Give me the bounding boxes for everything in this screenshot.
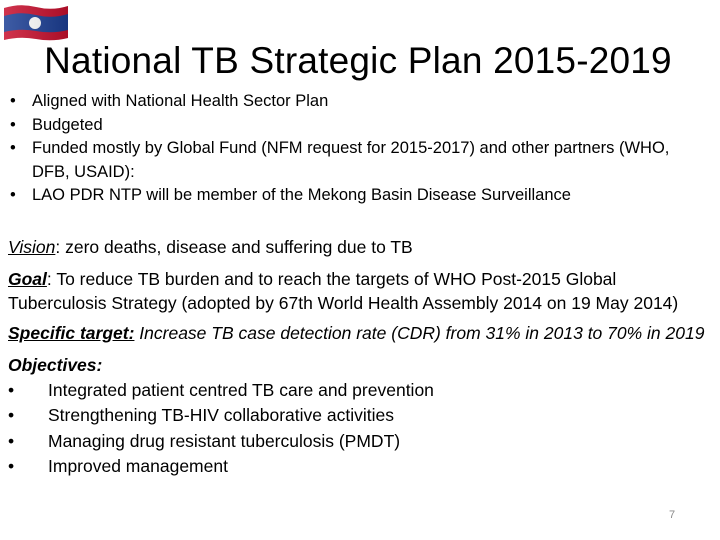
list-item xyxy=(8,403,708,428)
list-item xyxy=(10,184,710,208)
objectives-heading: Objectives: xyxy=(8,355,103,375)
bullet-marker: • xyxy=(10,115,16,134)
vision-statement xyxy=(8,236,714,260)
list-item xyxy=(10,137,710,184)
summary-bullet-list xyxy=(10,90,710,208)
bullet-marker: • xyxy=(8,430,15,451)
bullet-text: LAO PDR NTP will be member of the Mekong Basin Disease Surveillance xyxy=(32,186,571,204)
bullet-marker: • xyxy=(8,455,15,476)
specific-target-text: Increase TB case detection rate (CDR) from 31% in 2013 to 70% in 2019 xyxy=(134,323,705,343)
laos-flag-icon xyxy=(2,2,70,44)
bullet-text: Funded mostly by Global Fund (NFM request for 2015-2017) and other partners (WHO, DFB, USAID): xyxy=(32,139,670,181)
objective-text: Integrated patient centred TB care and prevention xyxy=(48,380,434,400)
vision-text: : zero deaths, disease and suffering due to TB xyxy=(55,237,413,257)
specific-target-statement xyxy=(8,322,714,346)
bullet-marker: • xyxy=(10,139,16,157)
goal-text: : To reduce TB burden and to reach the targets of WHO Post-2015 Global Tuberculosis Strategy (adopted by 67th World Health Assembly 2014 on 19 May 2014) xyxy=(8,269,679,313)
specific-target-label: Specific target: xyxy=(8,323,135,343)
objective-text: Managing drug resistant tuberculosis (PMDT) xyxy=(48,430,401,451)
page-title: National TB Strategic Plan 2015-2019 xyxy=(44,40,672,81)
list-item xyxy=(10,90,710,114)
list-item xyxy=(8,454,708,479)
bullet-marker: • xyxy=(8,405,15,426)
objective-text: Strengthening TB-HIV collaborative activities xyxy=(48,405,394,426)
bullet-marker: • xyxy=(8,380,15,400)
list-item xyxy=(8,429,708,454)
goal-label: Goal xyxy=(8,269,47,289)
vision-label: Vision xyxy=(8,237,56,257)
slide-number: 7 xyxy=(669,509,676,521)
objectives-list xyxy=(8,378,708,479)
bullet-marker: • xyxy=(10,92,16,110)
objective-text: Improved management xyxy=(48,455,228,476)
list-item xyxy=(10,114,710,138)
bullet-marker: • xyxy=(10,186,16,204)
goal-statement xyxy=(8,268,714,315)
list-item xyxy=(8,378,708,403)
bullet-text: Aligned with National Health Sector Plan xyxy=(32,92,329,110)
bullet-text: Budgeted xyxy=(32,115,103,134)
